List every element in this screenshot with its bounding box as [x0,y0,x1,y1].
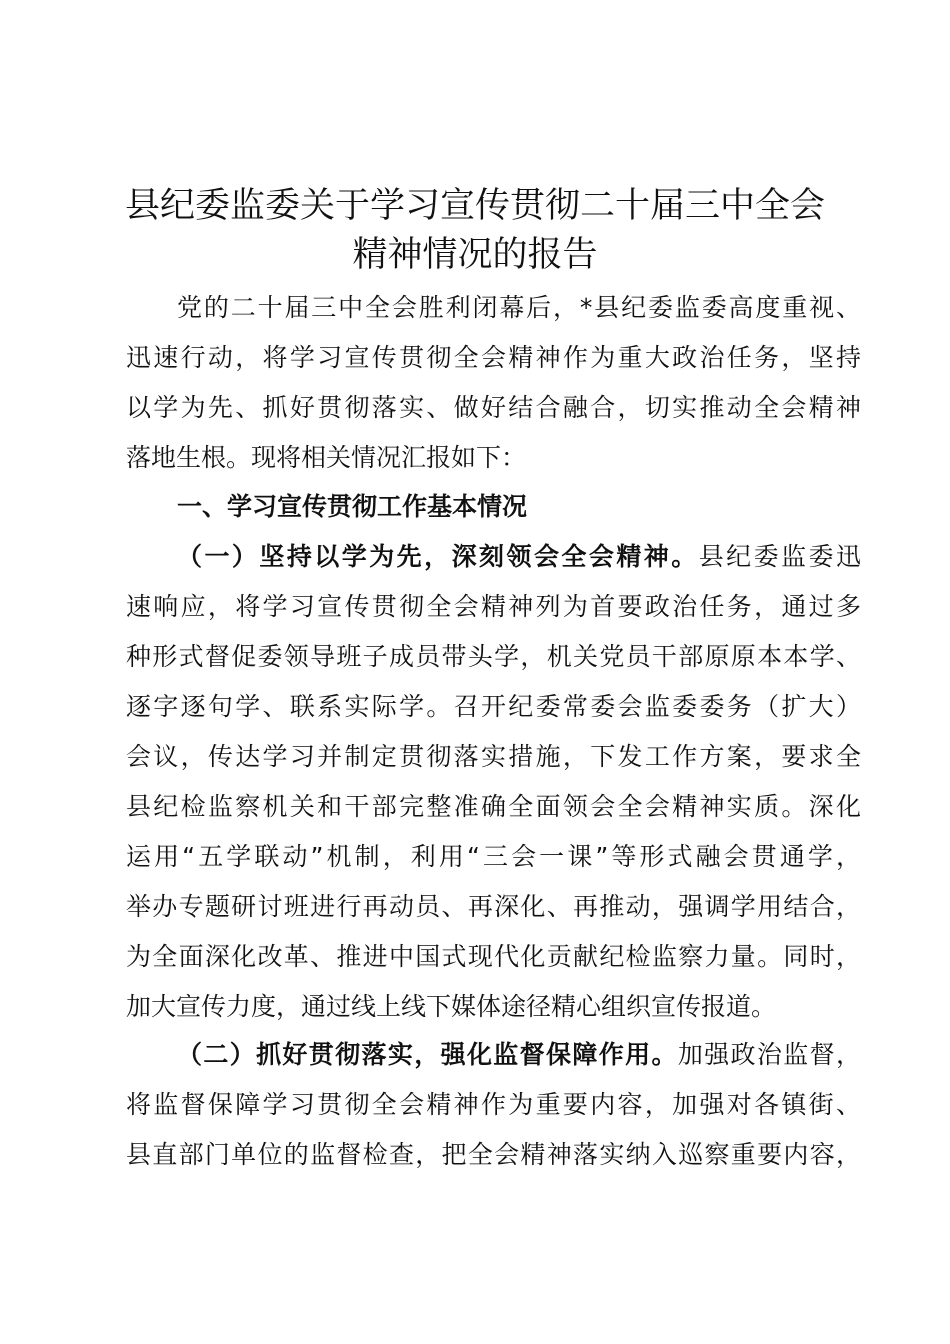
paragraph-line-rest: 县纪委监委迅 [698,542,861,571]
paragraph-line: 举办专题研讨班进行再动员、再深化、再推动，强调学用结合， [126,892,861,921]
subsection-1-paragraph [126,532,861,1032]
paragraph-line: 会议，传达学习并制定贯彻落实措施，下发工作方案，要求全 [126,742,861,771]
paragraph-line: 为全面深化改革、推进中国式现代化贡献纪检监察力量。同时， [126,942,861,971]
paragraph-line: 以学为先、抓好贯彻落实、做好结合融合，切实推动全会精神 [126,393,861,422]
paragraph-line: 县直部门单位的监督检查，把全会精神落实纳入巡察重要内容， [126,1140,861,1169]
paragraph-line-rest: 加强政治监督， [677,1040,861,1069]
paragraph-line [126,532,861,582]
section-1-heading: 一、学习宣传贯彻工作基本情况 [177,492,528,521]
document-title-line-2: 精神情况的报告 [352,235,598,275]
subsection-1-heading: （一）坚持以学为先，深刻领会全会精神。 [177,542,699,571]
paragraph-line: 加大宣传力度，通过线上线下媒体途径精心组织宣传报道。 [126,992,777,1021]
paragraph-line [126,1030,861,1080]
paragraph-line: 种形式督促委领导班子成员带头学，机关党员干部原原本本学、 [126,642,861,671]
paragraph-line: 迅速行动，将学习宣传贯彻全会精神作为重大政治任务，坚持 [126,343,861,372]
subsection-2-heading: （二）抓好贯彻落实，强化监督保障作用。 [177,1040,678,1069]
subsection-2-paragraph [126,1030,861,1180]
paragraph-line: 将监督保障学习贯彻全会精神作为重要内容，加强对各镇街、 [126,1090,861,1119]
paragraph-line: 县纪检监察机关和干部完整准确全面领会全会精神实质。深化 [126,792,861,821]
paragraph-line: 落地生根。现将相关情况汇报如下： [126,443,527,472]
section-heading [126,482,861,532]
paragraph-line: 党的二十届三中全会胜利闭幕后，*县纪委监委高度重视、 [177,293,861,322]
intro-paragraph [126,283,861,483]
paragraph-line: 速响应，将学习宣传贯彻全会精神列为首要政治任务，通过多 [126,592,861,621]
document-title-line-1: 县纪委监委关于学习宣传贯彻二十届三中全会 [124,186,825,226]
paragraph-line: 运用“五学联动”机制，利用“三会一课”等形式融会贯通学， [126,842,861,871]
paragraph-line: 逐字逐句学、联系实际学。召开纪委常委会监委委务（扩大） [126,692,861,721]
